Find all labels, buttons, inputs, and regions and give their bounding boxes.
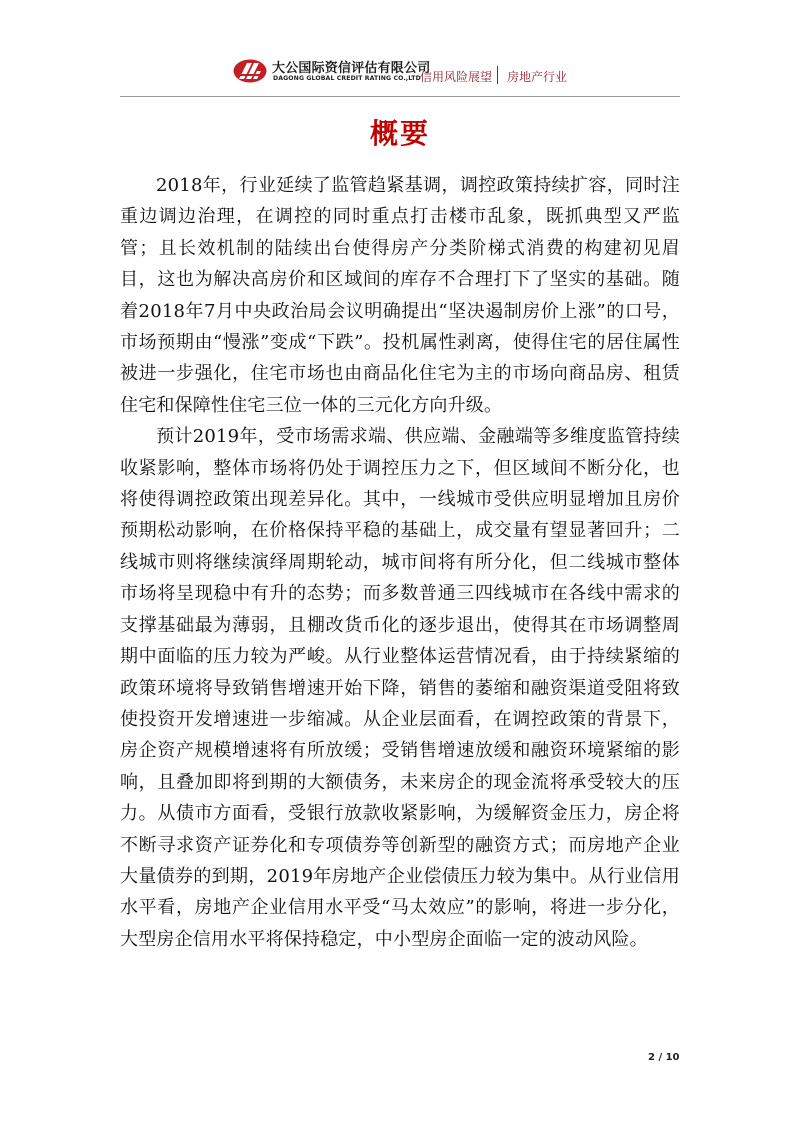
company-name-cn: 大公国际资信评估有限公司 <box>272 61 431 76</box>
summary-body <box>120 170 680 955</box>
section-title: 概要 <box>369 117 430 150</box>
header-divider <box>497 66 498 84</box>
dagong-logo-icon <box>232 58 268 84</box>
page-number: 2 / 10 <box>648 1052 680 1063</box>
summary-paragraph-1: 2018年，行业延续了监管趋紧基调，调控政策持续扩容，同时注重边调边治理，在调控的同时重点打击楼市乱象，既抓典型又严监管；且长效机制的陆续出台使得房产分类阶梯式消费的构建初见眉目，这也为解决高房价和区域间的库存不合理打下了坚实的基础。随着2018年7月中央政治局会议明确提出“坚决遏制房价上涨”的口号，市场预期由“慢涨”变成“下跌”。投机属性剥离，使得住宅的居住属性被进一步强化，住宅市场也由商品化住宅为主的市场向商品房、租赁住宅和保障性住宅三位一体的三元化方向升级。 <box>120 175 680 416</box>
page-header <box>120 54 680 97</box>
industry-label: 房地产行业 <box>507 70 568 84</box>
company-name-en: DAGONG GLOBAL CREDIT RATING CO.,LTD <box>273 75 421 82</box>
report-series-label: 信用风险展望 <box>420 70 493 84</box>
summary-paragraph-2: 预计2019年，受市场需求端、供应端、金融端等多维度监管持续收紧影响，整体市场将仍处于调控压力之下，但区域间不断分化，也将使得调控政策出现差异化。其中，一线城市受供应明显增加且房价预期松动影响，在价格保持平稳的基础上，成交量有望显著回升；二线城市则将继续演绎周期轮动，城市间将有所分化，但二线城市整体市场将呈现稳中有升的态势；而多数普通三四线城市在各线中需求的支撑基础最为薄弱，且棚改货币化的逐步退出，使得其在市场调整周期中面临的压力较为严峻。从行业整体运营情况看，由于持续紧缩的政策环境将导致销售增速开始下降，销售的萎缩和融资渠道受阻将致使投资开发增速进一步缩减。从企业层面看，在调控政策的背景下，房企资产规模增速将有所放缓；受销售增速放缓和融资环境紧缩的影响，且叠加即将到期的大额债务，未来房企的现金流将承受较大的压力。从债市方面看，受银行放款收紧影响，为缓解资金压力，房企将不断寻求资产证券化和专项债券等创新型的融资方式；而房地产企业大量债券的到期，2019年房地产企业偿债压力较为集中。从行业信用水平看，房地产企业信用水平受“马太效应”的影响，将进一步分化，大型房企信用水平将保持稳定，中小型房企面临一定的波动风险。 <box>120 426 680 950</box>
